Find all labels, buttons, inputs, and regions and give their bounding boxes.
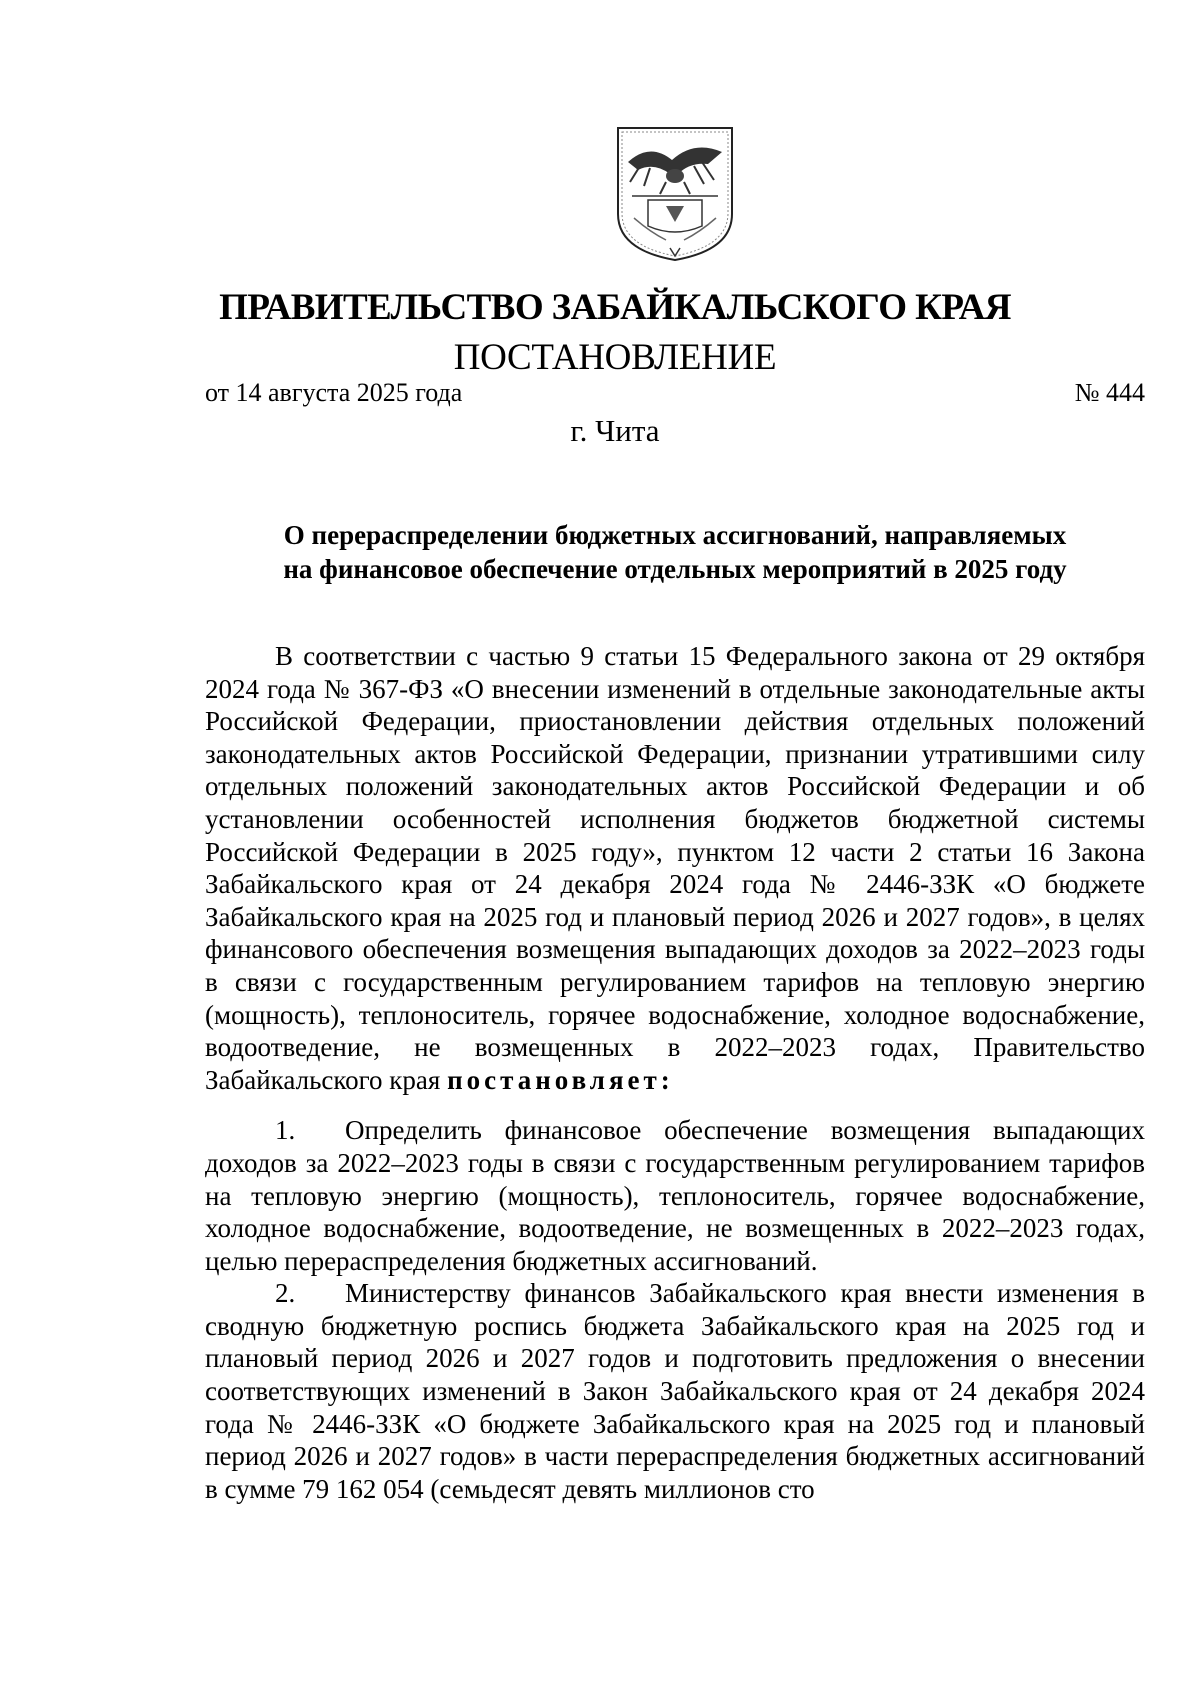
item-text: Министерству финансов Забайкальского края внести изменения в сводную бюджетную роспись бюджета Забайкальского края на 2025 год и плановый период 2026 и 2027 годов и подготовить предложения о внесении соответствующих изменений в Закон Забайкальского края от 24 декабря 2024 года № 2446-ЗЗК «О бюджете Забайкальского края на 2025 год и плановый период 2026 и 2027 годов» в части перераспределения бюджетных ассигнований в сумме 79 162 054 (семьдесят девять миллионов сто [205, 1278, 1145, 1504]
document-city: г. Чита [570, 413, 660, 448]
organization-title: ПРАВИТЕЛЬСТВО ЗАБАЙКАЛЬСКОГО КРАЯ [219, 287, 1011, 328]
document-date: от 14 августа 2025 года [205, 378, 463, 407]
list-item [205, 1277, 1145, 1505]
document-type: ПОСТАНОВЛЕНИЕ [453, 337, 777, 378]
document-body [205, 640, 1145, 1505]
list-item [205, 1114, 1145, 1277]
item-number: 2. [275, 1278, 296, 1309]
subject-line-2: на финансовое обеспечение отдельных мероприятий в 2025 году [283, 554, 1067, 584]
preamble-text: В соответствии с частью 9 статьи 15 Федерального закона от 29 октября 2024 года № 367-ФЗ «О внесении изменений в отдельные законодательные акты Российской Федерации, приостановлении действия отдельных положений законодательных актов Российской Федерации, признании утратившими силу отдельных положений законодательных актов Российской Федерации и об установлении особенностей исполнения бюджетов бюджетной системы Российской Федерации в 2025 году», пунктом 12 части 2 статьи 16 Закона Забайкальского края от 24 декабря 2024 года № 2446-ЗЗК «О бюджете Забайкальского края на 2025 год и плановый период 2026 и 2027 годов», в целях финансового обеспечения возмещения выпадающих доходов за 2022–2023 годы в связи с государственным регулированием тарифов на тепловую энергию (мощность), теплоноситель, горячее водоснабжение, холодное водоснабжение, водоотведение, не возмещенных в 2022–2023 годах, Правительство Забайкальского края [205, 641, 1145, 1095]
resolves-word: постановляет: [447, 1064, 674, 1095]
subject-line-1: О перераспределении бюджетных ассигнований, направляемых [283, 520, 1067, 550]
item-number: 1. [275, 1115, 296, 1146]
item-text: Определить финансовое обеспечение возмещения выпадающих доходов за 2022–2023 годы в связи с государственным регулированием тарифов на тепловую энергию (мощность), теплоноситель, горячее водоснабжение, холодное водоснабжение, водоотведение, не возмещенных в 2022–2023 годах, целью перераспределения бюджетных ассигнований. [205, 1115, 1145, 1276]
preamble-paragraph [205, 640, 1145, 1096]
document-number: № 444 [1074, 378, 1145, 407]
coat-of-arms-graphic [610, 122, 740, 264]
coat-of-arms-icon [610, 122, 740, 264]
document-subject [205, 518, 1145, 586]
